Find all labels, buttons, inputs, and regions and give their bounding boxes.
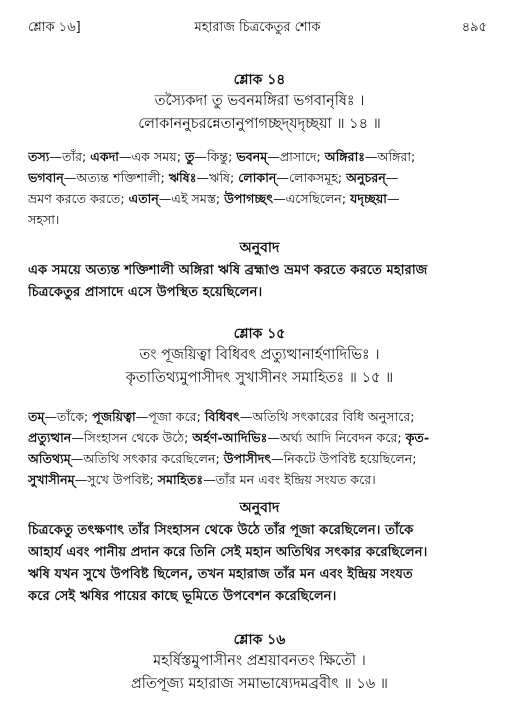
verse-14-translation-heading: অনুবাদ — [239, 240, 280, 256]
synonym-gloss: —নিকটে উপবিষ্ট হয়েছিলেন; — [271, 451, 417, 466]
synonym-headword: কৃত- — [405, 430, 430, 445]
verse-14-text — [28, 90, 491, 136]
verse-15-text — [28, 344, 491, 390]
translation-line: ঋষি যখন সুখে উপবিষ্ট ছিলেন, তখন মহারাজ তাঁর মন এবং ইন্দ্রিয় সংযত — [28, 567, 413, 582]
verse-14-translation — [28, 260, 491, 304]
verse-line: তং পূজয়িত্বা বিধিবৎ প্রত্যুত্থানার্হণাদিভিঃ । — [139, 347, 380, 363]
synonym-gloss: —পূজা করে; — [135, 409, 205, 424]
synonym-gloss: ভ্রমণ করতে করতে; — [28, 191, 129, 206]
synonym-gloss: —ঋষি; — [196, 170, 239, 185]
synonym-line — [28, 188, 491, 209]
synonym-headword: পূজয়িত্বা — [92, 409, 136, 424]
translation-line: চিত্রকেতুর প্রাসাদে এসে উপস্থিত হয়েছিলেন। — [28, 285, 263, 300]
synonym-headword: অর্হণ-আদিভিঃ — [192, 430, 268, 445]
synonym-headword: অঙ্গিরাঃ — [324, 149, 365, 164]
synonym-gloss: —অতিথি সৎকারের বিধি অনুসারে; — [239, 409, 415, 424]
synonym-gloss: —অঙ্গিরা; — [364, 149, 416, 164]
verse-line: তস্যৈকদা তু ভবনমঙ্গিরা ভগবানৃষিঃ । — [154, 93, 365, 109]
translation-line: চিত্রকেতু তৎক্ষণাৎ তাঁর সিংহাসন থেকে উঠে তাঁর পূজা করেছিলেন। তাঁকে — [28, 523, 414, 538]
synonym-gloss: —এসেছিলেন; — [273, 191, 351, 206]
synonym-gloss: — — [386, 191, 400, 206]
synonym-headword: লোকান্ — [238, 170, 277, 185]
verse-15-translation — [28, 520, 491, 608]
verse-line: কৃতাতিথ্যমুপাসীদৎ সুখাসীনং সমাহিতঃ ॥ ১৫ ॥ — [125, 370, 394, 386]
synonym-headword: সমাহিতঃ — [157, 472, 204, 487]
page-number: ৪৯৫ — [461, 20, 487, 35]
synonym-gloss: —অত্যন্ত শক্তিশালী; — [63, 170, 169, 185]
verse-16-heading: শ্লোক ১৬ — [233, 632, 286, 648]
verse-14-synonyms — [28, 146, 491, 230]
synonym-headword: অনুচরন্ — [346, 170, 386, 185]
synonym-headword: এতান্ — [128, 191, 159, 206]
synonym-headword: তম্ — [28, 409, 45, 424]
synonym-gloss: —তাঁকে; — [44, 409, 93, 424]
synonym-gloss: সহসা। — [28, 212, 60, 227]
synonym-gloss: —সুখে উপবিষ্ট; — [74, 472, 158, 487]
verse-line: লোকাননুচরন্নেতানুপাগচ্ছদ্‌যদৃচ্ছয়া ॥ ১৪ ॥ — [138, 116, 381, 132]
synonym-line — [28, 448, 491, 469]
synonym-gloss: —এই সমস্ত; — [158, 191, 225, 206]
synonym-headword: ভগবান্ — [28, 170, 64, 185]
verse-15-synonyms — [28, 406, 491, 490]
verse-15-heading: শ্লোক ১৫ — [233, 326, 286, 342]
verse-16-text — [28, 650, 491, 696]
synonym-gloss: — — [385, 170, 399, 185]
verse-line: মহর্ষিস্তমুপাসীনং প্রশ্রয়াবনতং ক্ষিতৌ । — [153, 653, 366, 669]
synonym-headword: একদা — [90, 149, 119, 164]
synonym-headword: উপাসীদৎ — [223, 451, 272, 466]
translation-line: এক সময়ে অত্যন্ত শক্তিশালী অঙ্গিরা ঋষি ব্রহ্মাণ্ড ভ্রমণ করতে করতে মহারাজ — [28, 263, 428, 278]
synonym-line — [28, 406, 491, 427]
synonym-gloss: —অতিথি সৎকার করেছিলেন; — [70, 451, 224, 466]
synonym-line — [28, 469, 491, 490]
header-chapter-title: মহারাজ চিত্রকেতুর শোক — [194, 20, 321, 35]
synonym-gloss: —প্রাসাদে; — [267, 149, 325, 164]
synonym-gloss: —এক সময়; — [118, 149, 185, 164]
synonym-headword: উপাগচ্ছৎ — [224, 191, 274, 206]
synonym-headword: অতিথ্যম্ — [28, 451, 71, 466]
synonym-headword: বিধিবৎ — [204, 409, 240, 424]
translation-line: আহার্য এবং পানীয় প্রদান করে তিনি সেই মহান অতিথির সৎকার করেছিলেন। — [28, 545, 428, 560]
verse-14-heading: শ্লোক ১৪ — [233, 72, 286, 88]
synonym-headword: তস্য — [28, 149, 50, 164]
synonym-gloss: —অর্ঘ্য আদি নিবেদন করে; — [267, 430, 406, 445]
synonym-headword: প্রত্যুত্থান — [28, 430, 72, 445]
synonym-headword: সুখাসীনম্ — [28, 472, 75, 487]
synonym-gloss: —তাঁর; — [49, 149, 91, 164]
synonym-line — [28, 167, 491, 188]
running-header — [28, 18, 487, 38]
translation-line: করে সেই ঋষির পায়ের কাছে ভূমিতে উপবেশন করেছিলেন। — [28, 589, 337, 604]
synonym-gloss: —সিংহাসন থেকে উঠে; — [71, 430, 193, 445]
verse-15-translation-heading: অনুবাদ — [239, 500, 280, 516]
synonym-line — [28, 427, 491, 448]
synonym-gloss: —তাঁর মন এবং ইন্দ্রিয় সংযত করে। — [203, 472, 376, 487]
synonym-headword: যদৃচ্ছয়া — [350, 191, 387, 206]
verse-line: প্রতিপূজ্য মহারাজ সমাভাষ্যেদমব্রবীৎ ॥ ১৬ ॥ — [130, 676, 388, 692]
synonym-headword: ঋষিঃ — [168, 170, 197, 185]
synonym-gloss: —লোকসমূহ; — [276, 170, 347, 185]
synonym-headword: তু — [184, 149, 195, 164]
synonym-line — [28, 209, 491, 230]
synonym-headword: ভবনম্ — [236, 149, 268, 164]
synonym-gloss: —কিন্তু; — [194, 149, 237, 164]
header-verse-ref: শ্লোক ১৬] — [28, 20, 81, 35]
synonym-line — [28, 146, 491, 167]
